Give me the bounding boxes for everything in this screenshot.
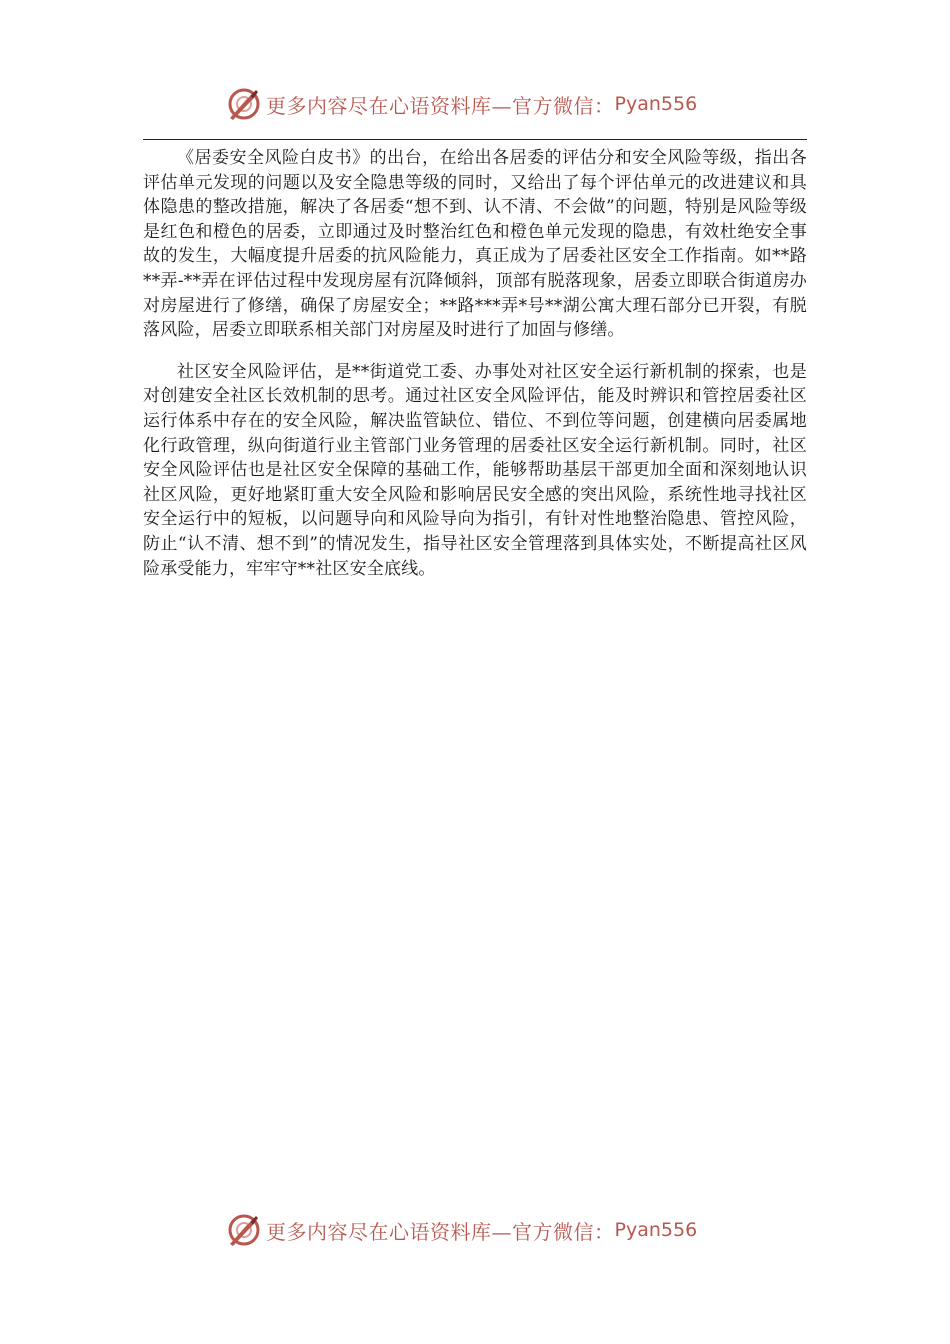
header-banner-text: 更多内容尽在心语资料库—官方微信： xyxy=(266,93,615,118)
body-paragraph-2: 社区安全风险评估，是**街道党工委、办事处对社区安全运行新机制的探索，也是对创建安全社区长效机制的思考。通过社区安全风险评估，能及时辨识和管控居委社区运行体系中存在的安全风险，解决监管缺位、错位、不到位等问题，创建横向居委属地化行政管理，纵向街道行业主管部门业务管理的居委社区安全运行新机制。同时，社区安全风险评估也是社区安全保障的基础工作，能够帮助基层干部更加全面和深刻地认识社区风险，更好地紧盯重大安全风险和影响居民安全感的突出风险，系统性地寻找社区安全运行中的短板，以问题导向和风险导向为指引，有针对性地整治隐患、管控风险，防止“认不清、想不到”的情况发生，指导社区安全管理落到具体实处，不断提高社区风险承受能力，牢牢守**社区安全底线。 xyxy=(143,361,807,579)
logo-icon xyxy=(226,1212,262,1248)
footer-wechat-id: Pyan556 xyxy=(614,1219,698,1241)
document-body xyxy=(143,146,807,581)
header-rule xyxy=(143,139,807,140)
footer-banner xyxy=(226,1210,697,1250)
header-banner xyxy=(226,84,697,124)
body-paragraph-1: 《居委安全风险白皮书》的出台，在给出各居委的评估分和安全风险等级，指出各评估单元发现的问题以及安全隐患等级的同时，又给出了每个评估单元的改进建议和具体隐患的整改措施，解决了各居委“想不到、认不清、不会做”的问题，特别是风险等级是红色和橙色的居委，立即通过及时整治红色和橙色单元发现的隐患，有效杜绝安全事故的发生，大幅度提升居委的抗风险能力，真正成为了居委社区安全工作指南。如**路**弄-**弄在评估过程中发现房屋有沉降倾斜，顶部有脱落现象，居委立即联合街道房办对房屋进行了修缮，确保了房屋安全；**路***弄*号**湖公寓大理石部分已开裂，有脱落风险，居委立即联系相关部门对房屋及时进行了加固与修缮。 xyxy=(143,148,807,341)
logo-icon xyxy=(226,86,262,122)
header-wechat-id: Pyan556 xyxy=(614,93,698,115)
footer-banner-text: 更多内容尽在心语资料库—官方微信： xyxy=(266,1219,615,1244)
